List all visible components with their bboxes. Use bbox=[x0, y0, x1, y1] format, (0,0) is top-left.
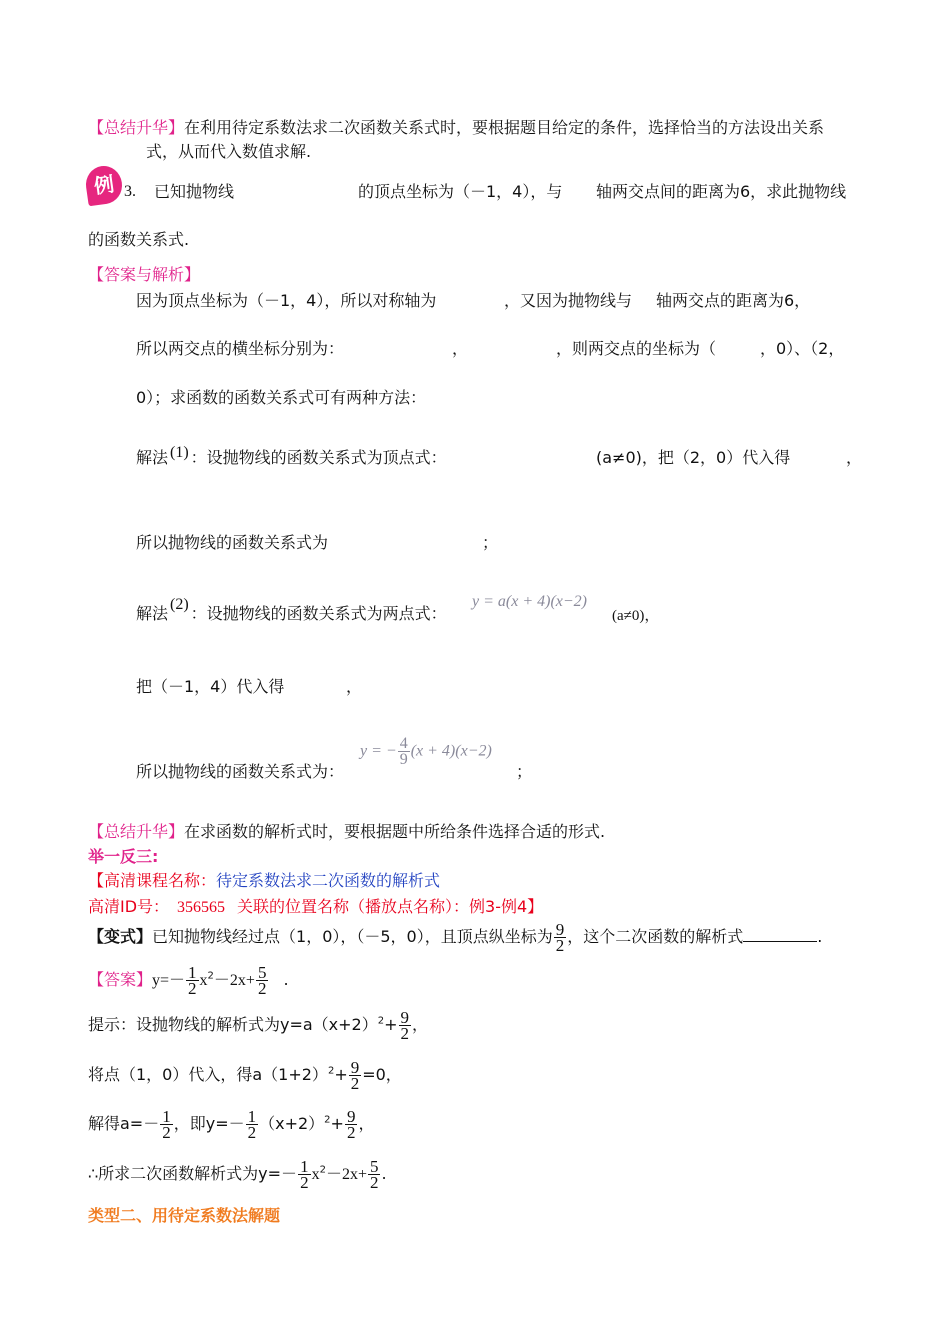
hint4-frac1-num: 1 bbox=[300, 1157, 309, 1176]
answer-l1a: 因为顶点坐标为（－1，4），所以对称轴为 bbox=[136, 291, 437, 310]
variant-dot: . bbox=[817, 927, 823, 946]
hint4-c: －2x+ bbox=[325, 1166, 367, 1183]
answer-l2d: ，0）、（2， bbox=[760, 339, 845, 358]
variant-frac-num: 9 bbox=[555, 920, 565, 939]
hint3-frac3 bbox=[345, 1109, 358, 1140]
answer-l3: 0）；求函数的函数关系式可有两种方法： bbox=[136, 388, 427, 407]
hint2-frac-den: 2 bbox=[350, 1074, 360, 1093]
method2-frac-den: 9 bbox=[399, 751, 408, 768]
method1-result-end: ； bbox=[482, 533, 499, 552]
summary1-line1 bbox=[88, 118, 824, 138]
hint4-frac2-num: 5 bbox=[369, 1157, 379, 1176]
answer-l2a: 所以两交点的横坐标分别为： bbox=[136, 339, 345, 358]
method2-label bbox=[136, 596, 447, 625]
summary1-text1: 在利用待定系数法求二次函数关系式时，要根据题目给定的条件，选择恰当的方法设出关系 bbox=[184, 118, 825, 137]
method2-text: ：设抛物线的函数关系式为两点式： bbox=[190, 604, 447, 623]
hint2-sup: 2 bbox=[327, 1065, 335, 1077]
hint4-frac1 bbox=[298, 1159, 311, 1190]
id-label: 高清ID号： bbox=[88, 897, 170, 916]
example3-part2: 的顶点坐标为（－1，4），与 bbox=[358, 182, 563, 201]
variant-line bbox=[88, 920, 822, 954]
method2-formula-post: (x + 4)(x−2) bbox=[410, 742, 492, 760]
hint4-x: x bbox=[311, 1166, 320, 1183]
method2-fraction bbox=[398, 736, 410, 767]
hint1-sup: 2 bbox=[377, 1015, 385, 1027]
variant-text: 已知抛物线经过点（1，0），（－5，0），且顶点纵坐标为 bbox=[152, 927, 553, 946]
answer-l2b: ， bbox=[452, 339, 469, 358]
variant-end: ，这个二次函数的解析式 bbox=[567, 927, 744, 946]
type2-heading: 类型二、用待定系数法解题 bbox=[88, 1206, 281, 1225]
method1-end: ， bbox=[846, 448, 863, 467]
hint3-b: ，即y=－ bbox=[173, 1114, 245, 1133]
method2-sub-end: ， bbox=[346, 677, 363, 696]
answer-l1b: ，又因为抛物线与 bbox=[504, 291, 633, 310]
hint2-frac-num: 9 bbox=[350, 1058, 360, 1077]
course-tag: 【高清课程名称： bbox=[88, 871, 217, 890]
variant-tag: 【变式】 bbox=[88, 927, 153, 946]
hint3-frac1-num: 1 bbox=[162, 1107, 171, 1126]
answer-frac2-num: 5 bbox=[257, 963, 267, 982]
hint2-frac bbox=[349, 1060, 362, 1091]
hint1-frac bbox=[399, 1010, 412, 1041]
hint3-d: + bbox=[330, 1114, 344, 1133]
hint3-frac3-num: 9 bbox=[346, 1107, 356, 1126]
method1-text: ：设抛物线的函数关系式为顶点式： bbox=[190, 448, 447, 467]
hint3-frac3-den: 2 bbox=[346, 1123, 356, 1142]
answer-l2c: ，则两交点的坐标为（ bbox=[556, 339, 717, 358]
hint1-a: 提示：设抛物线的解析式为y=a（x+2） bbox=[88, 1015, 378, 1034]
variant-fraction bbox=[554, 922, 567, 953]
hint3-line bbox=[88, 1107, 374, 1141]
hint1-frac-den: 2 bbox=[400, 1024, 410, 1043]
course-line bbox=[88, 871, 440, 891]
hint4-frac2-den: 2 bbox=[369, 1173, 379, 1192]
hint4-frac1-den: 2 bbox=[300, 1173, 309, 1192]
method2-result-formula bbox=[360, 736, 492, 767]
hint4-sup: 2 bbox=[319, 1164, 326, 1176]
example3-number: 3. bbox=[124, 183, 136, 200]
hint2-line bbox=[88, 1058, 402, 1092]
hint1-line bbox=[88, 1008, 428, 1042]
answer-frac2 bbox=[256, 965, 269, 996]
method1-label-text: 解法 bbox=[136, 448, 169, 467]
hint1-b: + bbox=[384, 1015, 398, 1034]
answer-frac1 bbox=[186, 965, 199, 996]
course-name: 待定系数法求二次函数的解析式 bbox=[216, 871, 441, 890]
hint4-end: . bbox=[381, 1164, 387, 1183]
answer-end: . bbox=[283, 970, 289, 989]
hint4-frac2 bbox=[368, 1159, 381, 1190]
method1-condition: (a≠0)，把（2，0）代入得 bbox=[596, 448, 791, 467]
hint3-frac2-num: 1 bbox=[247, 1107, 257, 1126]
method2-result: 所以抛物线的函数关系式为： bbox=[136, 762, 345, 781]
hint3-frac2-den: 2 bbox=[247, 1123, 257, 1142]
id-value: 356565 bbox=[177, 899, 226, 916]
position-label: 关联的位置名称（播放点名称）：例3-例4】 bbox=[237, 897, 544, 916]
hint3-a: 解得a=－ bbox=[88, 1114, 160, 1133]
answer-blank bbox=[743, 927, 817, 942]
answer-label: 【答案】 bbox=[88, 970, 153, 989]
answer-tag: 【答案与解析】 bbox=[88, 265, 201, 284]
summary2-text: 在求函数的解析式时，要根据题中所给条件选择合适的形式. bbox=[184, 822, 606, 841]
example3-part1: 已知抛物线 bbox=[154, 182, 235, 201]
method2-label-text: 解法 bbox=[136, 604, 169, 623]
answer-x: x bbox=[199, 972, 208, 989]
method2-formula-pre: y = − bbox=[360, 742, 397, 760]
example3-line2: 的函数关系式. bbox=[88, 230, 190, 249]
answer-frac1-num: 1 bbox=[188, 963, 197, 982]
hint3-sup: 2 bbox=[324, 1114, 331, 1126]
method2-frac-num: 4 bbox=[399, 735, 408, 752]
hint2-a: 将点（1，0）代入，得a（1+2） bbox=[88, 1065, 328, 1084]
practice-heading: 举一反三: bbox=[88, 847, 159, 866]
hint2-c: =0， bbox=[362, 1065, 402, 1084]
hint4-line bbox=[88, 1157, 387, 1192]
method2-number: (2) bbox=[170, 596, 189, 613]
method2-condition: (a≠0)， bbox=[612, 608, 660, 624]
answer-sup: 2 bbox=[207, 970, 214, 982]
hint4-a: ∴所求二次函数解析式为y=－ bbox=[88, 1164, 298, 1183]
hint3-frac2 bbox=[246, 1109, 259, 1140]
method1-label bbox=[136, 444, 447, 469]
method1-result: 所以抛物线的函数关系式为 bbox=[136, 533, 329, 552]
method2-result-end: ； bbox=[516, 762, 533, 781]
id-line bbox=[88, 897, 543, 918]
hint2-b: + bbox=[334, 1065, 348, 1084]
hint3-frac1-den: 2 bbox=[162, 1123, 171, 1142]
summary1-tag: 【总结升华】 bbox=[88, 118, 185, 137]
hint3-frac1 bbox=[160, 1109, 173, 1140]
summary2-tag: 【总结升华】 bbox=[88, 822, 185, 841]
answer-line bbox=[88, 963, 289, 998]
method2-sub: 把（－1，4）代入得 bbox=[136, 677, 285, 696]
answer-mid: －2x+ bbox=[213, 972, 255, 989]
hint3-e: ， bbox=[358, 1114, 375, 1133]
method2-formula: y = a(x + 4)(x−2) bbox=[472, 593, 588, 610]
example-badge: 例 bbox=[84, 164, 125, 207]
summary2-line bbox=[88, 822, 605, 842]
answer-l1c: 轴两交点的距离为6， bbox=[656, 291, 811, 310]
method1-number: (1) bbox=[170, 444, 189, 461]
variant-frac-den: 2 bbox=[555, 936, 565, 955]
hint1-c: ， bbox=[412, 1015, 429, 1034]
answer-frac1-den: 2 bbox=[188, 979, 197, 998]
hint3-c: （x+2） bbox=[259, 1114, 325, 1133]
answer-frac2-den: 2 bbox=[257, 979, 267, 998]
hint1-frac-num: 9 bbox=[400, 1008, 410, 1027]
example3-part3: 轴两交点间的距离为6，求此抛物线 bbox=[596, 182, 847, 201]
answer-pre: y=－ bbox=[152, 972, 186, 989]
summary1-line2: 式，从而代入数值求解. bbox=[146, 142, 312, 161]
